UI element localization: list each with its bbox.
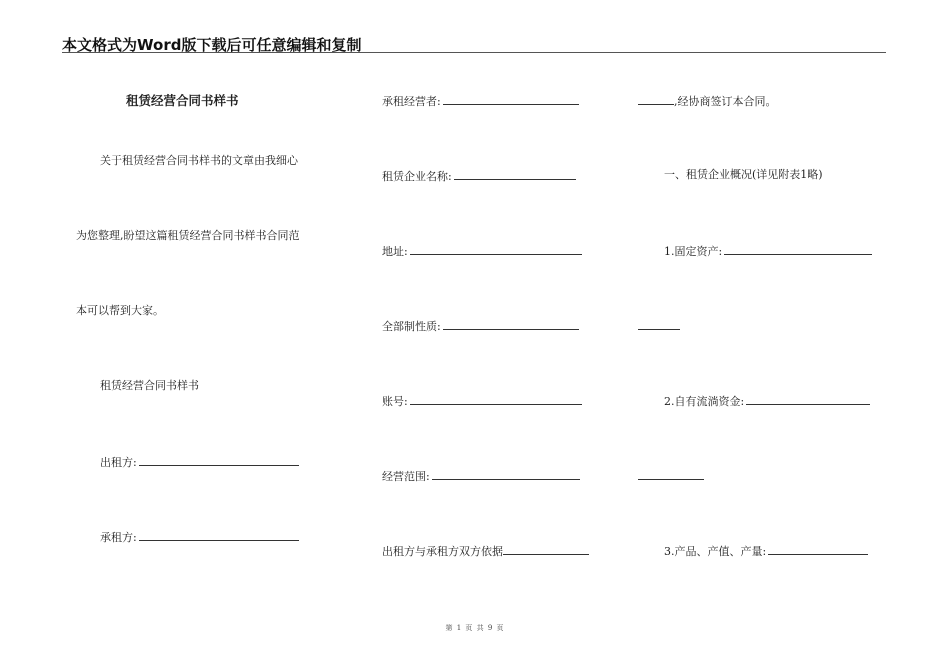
scope-row (382, 468, 580, 484)
working-capital-row (664, 393, 870, 409)
operator-row (382, 93, 579, 109)
lessee-row (100, 529, 299, 545)
agree-text: ,经协商签订本合同。 (674, 95, 777, 108)
company-blank[interactable] (454, 168, 576, 180)
lessee-blank[interactable] (139, 529, 299, 541)
address-blank[interactable] (410, 243, 582, 255)
agree-row (638, 93, 777, 109)
scope-label: 经营范围: (382, 470, 430, 483)
lessee-label: 承租方: (100, 531, 137, 544)
account-row (382, 393, 582, 409)
lessor-blank[interactable] (139, 454, 299, 466)
operator-label: 承租经营者: (382, 95, 441, 108)
fixed-assets-continuation (638, 318, 680, 334)
ownership-row (382, 318, 579, 334)
ownership-blank[interactable] (443, 318, 579, 330)
intro-line-2: 为您整理,盼望这篇租赁经营合同书样书合同范 (76, 229, 300, 242)
working-capital-blank-2[interactable] (638, 468, 704, 480)
intro-line-1: 关于租赁经营合同书样书的文章由我细心 (100, 154, 298, 167)
page-number: 第 1 页 共 9 页 (445, 624, 505, 632)
fixed-assets-label: 1.固定资产: (664, 245, 723, 258)
fixed-assets-row (664, 243, 872, 259)
account-label: 账号: (382, 395, 408, 408)
header-rule (62, 52, 886, 53)
basis-label: 出租方与承租方双方依据 (382, 545, 503, 558)
products-blank[interactable] (768, 543, 868, 555)
address-row (382, 243, 582, 259)
company-label: 租赁企业名称: (382, 170, 452, 183)
operator-blank[interactable] (443, 93, 579, 105)
working-capital-continuation (638, 468, 704, 484)
agree-blank[interactable] (638, 93, 674, 105)
products-label: 3.产品、产值、产量: (664, 545, 767, 558)
basis-row (382, 543, 589, 559)
lessor-label: 出租方: (100, 456, 137, 469)
contract-subtitle: 租赁经营合同书样书 (100, 379, 199, 392)
fixed-assets-blank-2[interactable] (638, 318, 680, 330)
company-row (382, 168, 576, 184)
scope-blank[interactable] (432, 468, 580, 480)
section-1-heading: 一、租赁企业概况(详见附表1略) (664, 168, 823, 181)
document-title: 租赁经营合同书样书 (126, 93, 239, 108)
working-capital-label: 2.自有流淌资金: (664, 395, 745, 408)
basis-blank[interactable] (503, 543, 589, 555)
working-capital-blank[interactable] (746, 393, 870, 405)
page-header: 本文格式为Word版下载后可任意编辑和复制 (62, 36, 362, 54)
lessor-row (100, 454, 299, 470)
products-row (664, 543, 868, 559)
intro-line-3: 本可以帮到大家。 (76, 304, 164, 317)
ownership-label: 全部制性质: (382, 320, 441, 333)
fixed-assets-blank[interactable] (724, 243, 872, 255)
account-blank[interactable] (410, 393, 582, 405)
address-label: 地址: (382, 245, 408, 258)
